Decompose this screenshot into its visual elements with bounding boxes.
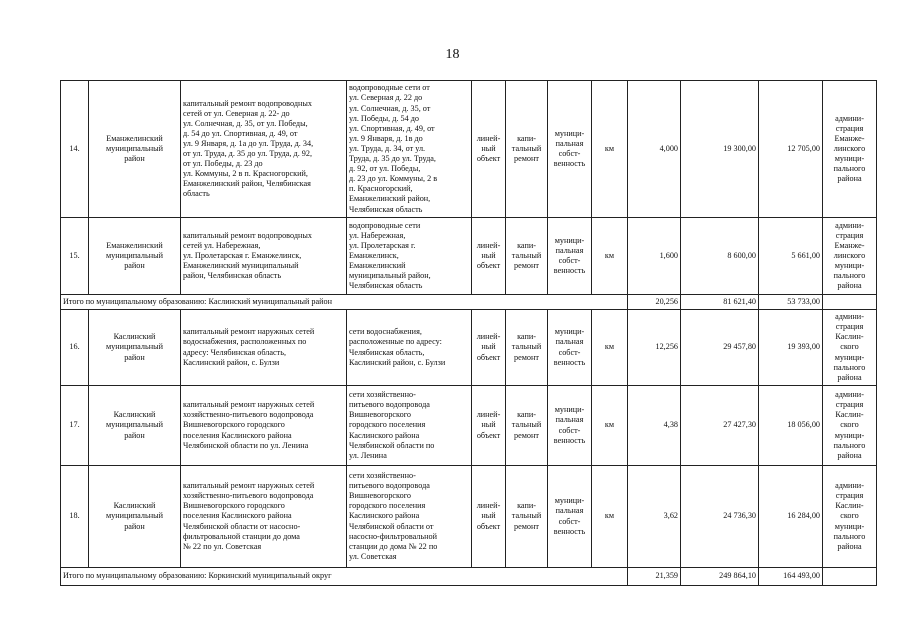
object-type-text: линей- ный объект: [476, 332, 501, 362]
municipality-text: Каслинский муниципальный район: [106, 501, 163, 531]
cost-text: 27 427,30: [723, 420, 756, 430]
budget: [759, 386, 823, 466]
object-description: [347, 218, 472, 295]
work-type-text: капи- тальный ремонт: [511, 133, 542, 164]
total-capacity-text: 20,256: [655, 296, 678, 306]
responsible-text: админи- страция Еманже- линского муници- пального района: [833, 113, 866, 184]
object-type-text: линей- ный объект: [476, 133, 501, 164]
object-type-text: линей- ный объект: [476, 501, 501, 531]
row-number-text: 17.: [69, 420, 80, 430]
capacity-text: 12,256: [655, 342, 678, 352]
unit: [592, 218, 628, 295]
responsible-text: админи- страция Каслин- ского муници- пального района: [833, 481, 866, 551]
capacity-text: 4,000: [659, 143, 678, 153]
budget: [759, 310, 823, 386]
row-number: [61, 310, 89, 386]
responsible: [823, 81, 877, 218]
total-capacity: [628, 568, 681, 586]
work-type-text: капи- тальный ремонт: [511, 240, 542, 271]
total-responsible: [823, 568, 877, 586]
municipality-text: Каслинский муниципальный район: [106, 332, 163, 362]
row-number-text: 16.: [69, 342, 80, 352]
work-type-text: капи- тальный ремонт: [511, 332, 542, 362]
capacity-text: 3,62: [663, 511, 678, 521]
municipality: [89, 218, 181, 295]
object-description: [347, 310, 472, 386]
cost: [681, 81, 759, 218]
work-type-text: капи- тальный ремонт: [511, 501, 542, 531]
table-row: [61, 81, 877, 218]
responsible-text: админи- страция Каслин- ского муници- пального района: [833, 390, 866, 460]
row-number: [61, 81, 89, 218]
municipality: [89, 81, 181, 218]
responsible-text: админи- страция Каслин- ского муници- пального района: [833, 312, 866, 382]
budget: [759, 218, 823, 295]
responsible: [823, 386, 877, 466]
work-type: [506, 466, 548, 568]
capacity-text: 1,600: [659, 250, 678, 260]
budget: [759, 81, 823, 218]
total-cost: [681, 295, 759, 310]
ownership-text: муници- пальная собст- венность: [553, 327, 586, 367]
object-type: [472, 310, 506, 386]
unit-text: км: [604, 250, 615, 260]
responsible: [823, 218, 877, 295]
object-type: [472, 81, 506, 218]
object-description-text: водопроводные сети ул. Набережная, ул. Пролетарская г. Еманжелинск, Еманжелинский муниципальный район, Челябинская область: [349, 220, 431, 291]
work-type: [506, 310, 548, 386]
total-budget-text: 164 493,00: [783, 571, 820, 581]
ownership-text: муници- пальная собст- венность: [553, 235, 586, 276]
responsible: [823, 310, 877, 386]
unit: [592, 310, 628, 386]
unit-text: км: [604, 511, 615, 521]
row-number: [61, 466, 89, 568]
ownership-text: муници- пальная собст- венность: [553, 128, 586, 169]
total-responsible: [823, 295, 877, 310]
total-budget: [759, 568, 823, 586]
cost-text: 8 600,00: [727, 250, 756, 260]
budget-text: 12 705,00: [787, 143, 820, 153]
cost-text: 19 300,00: [723, 143, 756, 153]
cost: [681, 466, 759, 568]
responsible-text: админи- страция Еманже- линского муници- пального района: [833, 220, 866, 291]
budget-text: 16 284,00: [787, 511, 820, 521]
total-budget-text: 53 733,00: [787, 296, 820, 306]
total-capacity: [628, 295, 681, 310]
unit: [592, 466, 628, 568]
object-description-text: сети хозяйственно- питьевого водопровода Вишневогорского городского поселения Каслинского района Челябинской области по ул. Ленина: [349, 390, 435, 460]
responsible: [823, 466, 877, 568]
page-number: 18: [445, 47, 460, 62]
program-table: [60, 80, 877, 586]
cost: [681, 310, 759, 386]
municipality-text: Еманжелинский муниципальный район: [106, 240, 163, 271]
work-type: [506, 218, 548, 295]
total-label-text: Итого по муниципальному образованию: Коркинский муниципальный округ: [63, 571, 332, 581]
unit-text: км: [604, 143, 615, 153]
work-name-text: капитальный ремонт водопроводных сетей ул. Набережная, ул. Пролетарская г. Еманжелинск, Еманжелинский муниципальный район, Челябинская область: [183, 230, 312, 281]
capacity: [628, 466, 681, 568]
capacity: [628, 310, 681, 386]
work-name: [181, 81, 347, 218]
row-number-text: 14.: [69, 143, 80, 153]
work-name-text: капитальный ремонт наружных сетей водоснабжения, расположенных по адресу: Челябинская область, Каслинский район, с. Булзи: [183, 327, 315, 367]
work-type: [506, 81, 548, 218]
municipality: [89, 386, 181, 466]
ownership-text: муници- пальная собст- венность: [553, 496, 586, 536]
table-row: [61, 466, 877, 568]
object-description-text: сети водоснабжения, расположенные по адресу: Челябинская область, Каслинский район, с. Булзи: [349, 327, 446, 367]
table-row: [61, 218, 877, 295]
total-budget: [759, 295, 823, 310]
object-description: [347, 386, 472, 466]
municipality-text: Еманжелинский муниципальный район: [106, 133, 163, 164]
cost: [681, 218, 759, 295]
row-number-text: 15.: [69, 250, 80, 260]
budget-text: 5 661,00: [791, 250, 820, 260]
budget: [759, 466, 823, 568]
budget-text: 19 393,00: [787, 342, 820, 352]
object-type: [472, 218, 506, 295]
work-name: [181, 386, 347, 466]
total-row: [61, 295, 877, 310]
cost-text: 29 457,80: [723, 342, 756, 352]
cost: [681, 386, 759, 466]
object-type: [472, 466, 506, 568]
budget-text: 18 056,00: [787, 420, 820, 430]
work-name-text: капитальный ремонт наружных сетей хозяйственно-питьевого водопровода Вишневогорского городского поселения Каслинского района Челябинской области от насосно- фильтровальной станции до дома № 22 по ул. Советская: [183, 481, 315, 551]
total-row: [61, 568, 877, 586]
object-description: [347, 466, 472, 568]
row-number-text: 18.: [69, 511, 80, 521]
ownership: [548, 466, 592, 568]
work-name: [181, 218, 347, 295]
total-capacity-text: 21,359: [655, 571, 678, 581]
total-label: [61, 295, 628, 310]
cost-text: 24 736,30: [723, 511, 756, 521]
table-row: [61, 310, 877, 386]
ownership: [548, 386, 592, 466]
total-cost-text: 249 864,10: [719, 571, 756, 581]
ownership: [548, 310, 592, 386]
unit: [592, 81, 628, 218]
unit-text: км: [604, 420, 615, 430]
total-label-text: Итого по муниципальному образованию: Каслинский муниципальный район: [63, 296, 332, 306]
ownership: [548, 218, 592, 295]
table-body: [61, 81, 877, 586]
capacity-text: 4,38: [663, 420, 678, 430]
municipality: [89, 466, 181, 568]
work-type-text: капи- тальный ремонт: [511, 410, 542, 440]
work-type: [506, 386, 548, 466]
capacity: [628, 386, 681, 466]
capacity: [628, 218, 681, 295]
ownership: [548, 81, 592, 218]
object-type: [472, 386, 506, 466]
total-label: [61, 568, 628, 586]
work-name-text: капитальный ремонт водопроводных сетей от ул. Северная д. 22- до ул. Солнечная, д. 35, от ул. Победы, д. 54 до ул. Спортивная, д. 49, от ул. 9 Января, д. 1а до ул. Труда, д. 34, от ул. Труда, д. 35 до ул. Труда, д. 92, от ул. Победы, д. 23 до ул. Коммуны, 2 в п. Красногорский, Еманжелинский район, Челябинская область: [183, 98, 314, 199]
table-row: [61, 386, 877, 466]
work-name: [181, 466, 347, 568]
municipality-text: Каслинский муниципальный район: [106, 410, 163, 440]
object-type-text: линей- ный объект: [476, 410, 501, 440]
row-number: [61, 218, 89, 295]
object-description-text: водопроводные сети от ул. Северная д. 22 до ул. Солнечная, д. 35, от ул. Победы, д. 54 до ул. Спортивная, д. 49, от ул. 9 Января, д. 1в до ул. Труда, д. 34, от ул. Труда, д. 35 до ул. Труда, д. 92, от ул. Победы, д. 23 до ул. Коммуны, 2 в п. Красногорский, Еманжелинский район, Челябинская область: [349, 83, 438, 214]
work-name-text: капитальный ремонт наружных сетей хозяйственно-питьевого водопровода Вишневогорского городского поселения Каслинского района Челябинской области по ул. Ленина: [183, 400, 315, 450]
work-name: [181, 310, 347, 386]
municipality: [89, 310, 181, 386]
row-number: [61, 386, 89, 466]
object-type-text: линей- ный объект: [476, 240, 501, 271]
total-cost: [681, 568, 759, 586]
ownership-text: муници- пальная собст- венность: [553, 405, 586, 445]
object-description-text: сети хозяйственно- питьевого водопровода Вишневогорского городского поселения Каслинского района Челябинской области от насосно-фильтровальной станции до дома № 22 по ул. Советская: [349, 471, 438, 561]
capacity: [628, 81, 681, 218]
object-description: [347, 81, 472, 218]
unit-text: км: [604, 342, 615, 352]
total-cost-text: 81 621,40: [723, 296, 756, 306]
unit: [592, 386, 628, 466]
